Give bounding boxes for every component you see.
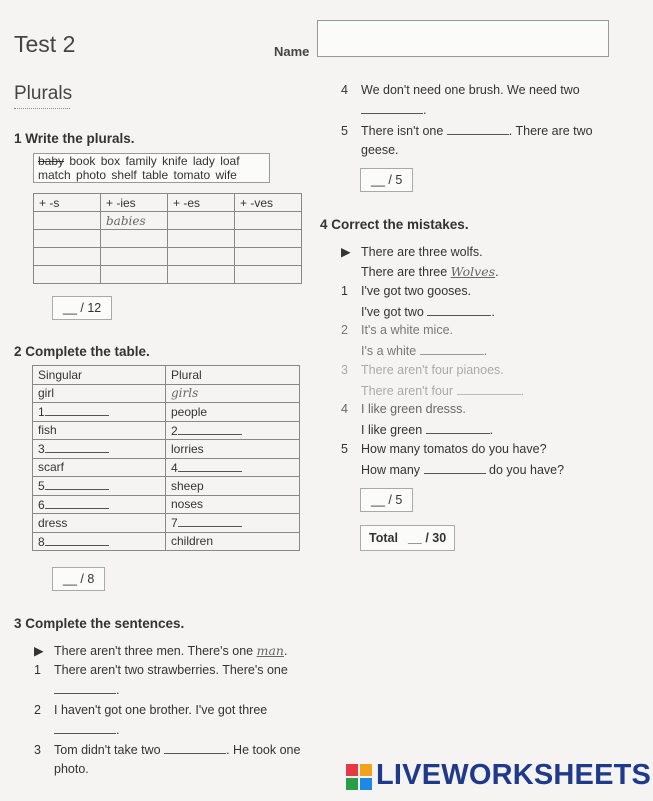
word: knife bbox=[162, 154, 188, 168]
word: match bbox=[38, 168, 71, 182]
sentence-text: I've got two gooses. bbox=[361, 284, 472, 298]
play-icon: ▶ bbox=[34, 644, 44, 658]
total-value: __ / 30 bbox=[407, 531, 447, 545]
total-label: Total bbox=[369, 531, 398, 545]
table-row bbox=[33, 514, 300, 533]
cell-input[interactable] bbox=[168, 248, 235, 266]
q4-example bbox=[341, 244, 483, 259]
q4-item-3-answer: There aren't four . bbox=[361, 384, 524, 398]
example-answer: man bbox=[256, 643, 284, 658]
q3-item-2: 2 I haven't got one brother. I've got three bbox=[34, 703, 268, 717]
name-input[interactable] bbox=[317, 20, 609, 57]
sentence-text: I haven't got one brother. I've got three bbox=[54, 703, 268, 717]
total-score bbox=[360, 525, 455, 551]
sentence-text: photo. bbox=[54, 762, 89, 776]
table-row bbox=[33, 421, 300, 440]
q3-item-1: 1 There aren't two strawberries. There's one bbox=[34, 663, 288, 677]
table-header-row bbox=[33, 366, 300, 385]
table-row bbox=[33, 440, 300, 459]
item-number: 4 bbox=[171, 460, 178, 475]
example-answer: girls bbox=[166, 384, 300, 403]
q2-score: __ / 8 bbox=[52, 567, 105, 591]
answer-blank[interactable] bbox=[427, 304, 491, 316]
table-row bbox=[34, 266, 302, 284]
word: book bbox=[69, 154, 96, 168]
item-number: 6 bbox=[38, 497, 45, 512]
cell-input[interactable] bbox=[34, 230, 101, 248]
q4-item-4: 4 I like green dresss. bbox=[341, 402, 466, 416]
table-row bbox=[33, 495, 300, 514]
table-row bbox=[34, 230, 302, 248]
answer-blank[interactable] bbox=[164, 742, 226, 754]
sentence-text: Tom didn't take two bbox=[54, 743, 161, 757]
liveworksheets-brand[interactable]: LIVEWORKSHEETS bbox=[376, 759, 652, 791]
answer-blank[interactable] bbox=[457, 383, 521, 395]
q4-item-1-answer: I've got two . bbox=[361, 305, 495, 319]
cell-input[interactable] bbox=[168, 212, 235, 230]
singular-plural-table bbox=[32, 365, 300, 551]
item-number: 3 bbox=[38, 442, 45, 457]
q3-title: 3 Complete the sentences. bbox=[14, 616, 185, 631]
play-icon: ▶ bbox=[341, 245, 351, 259]
sentence-text: How many tomatos do you have? bbox=[361, 442, 547, 456]
item-number: 7 bbox=[171, 516, 178, 531]
cell-input[interactable] bbox=[235, 266, 302, 284]
sentence-text: geese. bbox=[361, 143, 399, 157]
sentence-text: . He took one bbox=[226, 743, 301, 757]
sentence-text: . There are two bbox=[508, 124, 593, 138]
cell-input[interactable] bbox=[101, 230, 168, 248]
q4-item-5-answer bbox=[361, 462, 564, 477]
cell: people bbox=[166, 403, 300, 422]
word-box bbox=[33, 153, 270, 183]
q4-item-5: 5 How many tomatos do you have? bbox=[341, 442, 547, 456]
word: box bbox=[100, 154, 121, 168]
q4-item-2: 2 It's a white mice. bbox=[341, 323, 453, 337]
item-number: 2 bbox=[171, 423, 178, 438]
q3-item-4-answer: . bbox=[361, 102, 426, 117]
section-underline bbox=[14, 108, 70, 109]
sentence-text: I like green bbox=[361, 423, 423, 437]
sentence-text: How many bbox=[361, 463, 421, 477]
item-number: 8 bbox=[38, 534, 45, 549]
cell-input[interactable] bbox=[34, 212, 101, 230]
sentence-text: It's a white mice. bbox=[361, 323, 453, 337]
cell-input[interactable] bbox=[235, 230, 302, 248]
cell: fish bbox=[33, 421, 166, 440]
answer-blank[interactable] bbox=[178, 515, 242, 527]
word: shelf bbox=[111, 168, 137, 182]
answer-blank[interactable] bbox=[45, 534, 109, 546]
answer-blank[interactable] bbox=[361, 102, 423, 114]
q4-item-4-answer: I like green . bbox=[361, 423, 494, 437]
answer-blank[interactable] bbox=[424, 462, 486, 474]
table-row bbox=[33, 403, 300, 422]
word: tomato bbox=[173, 168, 211, 182]
q3-example: ▶ There aren't three men. There's one man. bbox=[34, 643, 288, 658]
sentence-text: I've got two bbox=[361, 305, 424, 319]
sentence-text: There are three bbox=[361, 265, 448, 279]
cell-input[interactable] bbox=[101, 266, 168, 284]
test-title: Test 2 bbox=[14, 31, 76, 57]
word: loaf bbox=[220, 154, 240, 168]
section-title: Plurals bbox=[14, 83, 73, 104]
item-number: 1 bbox=[38, 405, 45, 420]
cell-input[interactable] bbox=[235, 212, 302, 230]
col-header: + -s bbox=[34, 194, 101, 212]
cell: sheep bbox=[166, 477, 300, 496]
sentence-text: There aren't two strawberries. There's one bbox=[54, 663, 288, 677]
example-answer: babies bbox=[101, 212, 168, 230]
q4-example-fix: There are three Wolves. bbox=[361, 264, 499, 279]
q4-title: 4 Correct the mistakes. bbox=[320, 217, 469, 232]
q4-item-3: 3 There aren't four pianoes. bbox=[341, 363, 504, 377]
table-row bbox=[34, 248, 302, 266]
q2-title: 2 Complete the table. bbox=[14, 344, 150, 359]
sentence-text: There isn't one bbox=[361, 124, 444, 138]
sentence-text: We don't need one brush. We need two bbox=[361, 83, 580, 97]
example-answer: Wolves bbox=[450, 264, 496, 279]
item-number: 5 bbox=[38, 479, 45, 494]
cell: lorries bbox=[166, 440, 300, 459]
q3-item-3: 3 Tom didn't take two . He took one bbox=[34, 743, 301, 757]
sentence-text: do you have? bbox=[489, 463, 565, 477]
q4-item-2-answer: I's a white . bbox=[361, 344, 488, 358]
cell: scarf bbox=[33, 458, 166, 477]
answer-blank[interactable] bbox=[54, 682, 116, 694]
sentence-text: There aren't four pianoes. bbox=[361, 363, 504, 377]
q3-item-5: 5 There isn't one . There are two bbox=[341, 124, 593, 138]
col-header: + -ves bbox=[235, 194, 302, 212]
q1-score: __ / 12 bbox=[52, 296, 112, 320]
cell-input[interactable] bbox=[34, 248, 101, 266]
q3-item-1-answer: . bbox=[54, 682, 119, 697]
word-crossed: baby bbox=[38, 154, 65, 168]
word: table bbox=[142, 168, 169, 182]
cell: girl bbox=[33, 384, 166, 403]
cell-input[interactable] bbox=[34, 266, 101, 284]
table-row bbox=[33, 384, 300, 403]
sentence-text: I's a white bbox=[361, 344, 417, 358]
example-text: There aren't three men. There's one bbox=[54, 644, 254, 658]
q4-item-1: 1 I've got two gooses. bbox=[341, 284, 472, 298]
word: wife bbox=[215, 168, 237, 182]
q3-item-2-answer: . bbox=[54, 722, 119, 737]
answer-blank[interactable] bbox=[426, 422, 490, 434]
q1-title: 1 Write the plurals. bbox=[14, 131, 135, 146]
table-row bbox=[33, 458, 300, 477]
sentence-text: There are three wolfs. bbox=[361, 245, 483, 259]
sentence-text: I like green dresss. bbox=[361, 402, 466, 416]
word: family bbox=[125, 154, 157, 168]
answer-blank[interactable] bbox=[178, 460, 242, 472]
name-label: Name bbox=[274, 44, 310, 59]
col-header: + -es bbox=[168, 194, 235, 212]
word: lady bbox=[192, 154, 215, 168]
q3-score: __ / 5 bbox=[360, 168, 413, 192]
cell: children bbox=[166, 532, 300, 551]
cell: dress bbox=[33, 514, 166, 533]
answer-blank[interactable] bbox=[447, 123, 509, 135]
answer-blank[interactable] bbox=[420, 343, 484, 355]
cell: noses bbox=[166, 495, 300, 514]
table-header-row bbox=[34, 194, 302, 212]
col-header: Singular bbox=[33, 366, 166, 385]
word: photo bbox=[76, 168, 107, 182]
col-header: + -ies bbox=[101, 194, 168, 212]
q4-score: __ / 5 bbox=[360, 488, 413, 512]
q3-item-4: 4 We don't need one brush. We need two bbox=[341, 83, 580, 97]
table-row bbox=[34, 212, 302, 230]
table-row bbox=[33, 477, 300, 496]
cell-input[interactable] bbox=[168, 266, 235, 284]
answer-blank[interactable] bbox=[54, 722, 116, 734]
answer-blank[interactable] bbox=[45, 478, 109, 490]
plurals-table bbox=[33, 193, 302, 284]
answer-blank[interactable] bbox=[45, 441, 109, 453]
table-row bbox=[33, 532, 300, 551]
answer-blank[interactable] bbox=[45, 404, 109, 416]
cell-input[interactable] bbox=[168, 230, 235, 248]
liveworksheets-logo-icon bbox=[346, 764, 372, 790]
answer-blank[interactable] bbox=[45, 497, 109, 509]
answer-blank[interactable] bbox=[178, 423, 242, 435]
cell-input[interactable] bbox=[101, 248, 168, 266]
sentence-text: There aren't four bbox=[361, 384, 454, 398]
col-header: Plural bbox=[166, 366, 300, 385]
cell-input[interactable] bbox=[235, 248, 302, 266]
